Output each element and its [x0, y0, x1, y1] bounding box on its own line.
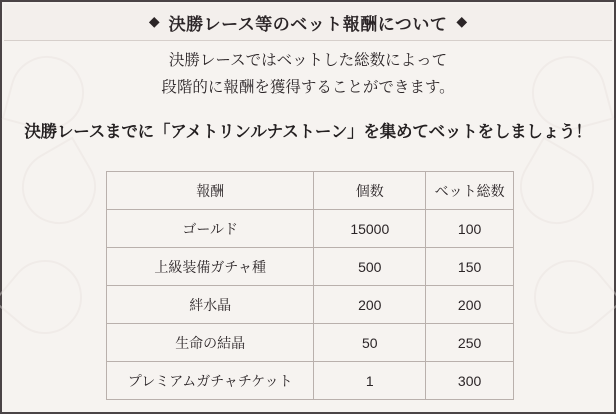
cell-count: 50	[314, 324, 426, 362]
diamond-icon-right: ◆	[456, 12, 468, 29]
cell-bets: 150	[426, 248, 514, 286]
cell-reward: 絆水晶	[107, 286, 314, 324]
cell-bets: 200	[426, 286, 514, 324]
swirl-icon	[506, 136, 607, 237]
emphasis-line: 決勝レースまでに「アメトリンルナストーン」を集めてベットをしましょう！	[24, 123, 592, 141]
table-header	[107, 172, 514, 210]
page-title: 決勝レース等のベット報酬について	[168, 14, 448, 34]
cell-bets: 100	[426, 210, 514, 248]
panel-background	[2, 2, 614, 412]
cell-reward: 上級装備ガチャ種	[107, 248, 314, 286]
cell-count: 200	[314, 286, 426, 324]
description-line-1: 決勝レースではベットした総数によって	[168, 52, 448, 69]
diamond-icon-left: ◆	[148, 12, 160, 29]
swirl-icon	[519, 245, 616, 349]
swirl-icon	[0, 245, 97, 349]
cell-reward: ゴールド	[107, 210, 314, 248]
cell-bets: 300	[426, 362, 514, 400]
description-line-2: 段階的に報酬を獲得することができます。	[161, 79, 455, 96]
swirl-icon	[8, 136, 109, 237]
table-row	[107, 286, 514, 324]
table-body	[107, 210, 514, 400]
reward-table	[106, 171, 514, 400]
table-row	[107, 362, 514, 400]
table-row	[107, 248, 514, 286]
column-header-bets: ベット総数	[426, 172, 514, 210]
cell-bets: 250	[426, 324, 514, 362]
cell-reward: プレミアムガチャチケット	[107, 362, 314, 400]
cell-reward: 生命の結晶	[107, 324, 314, 362]
table-row	[107, 210, 514, 248]
table-header-row	[107, 172, 514, 210]
panel-header	[4, 4, 612, 41]
cell-count: 15000	[314, 210, 426, 248]
table-row	[107, 324, 514, 362]
cell-count: 500	[314, 248, 426, 286]
description-block	[2, 46, 614, 142]
cell-count: 1	[314, 362, 426, 400]
column-header-reward: 報酬	[107, 172, 314, 210]
column-header-count: 個数	[314, 172, 426, 210]
